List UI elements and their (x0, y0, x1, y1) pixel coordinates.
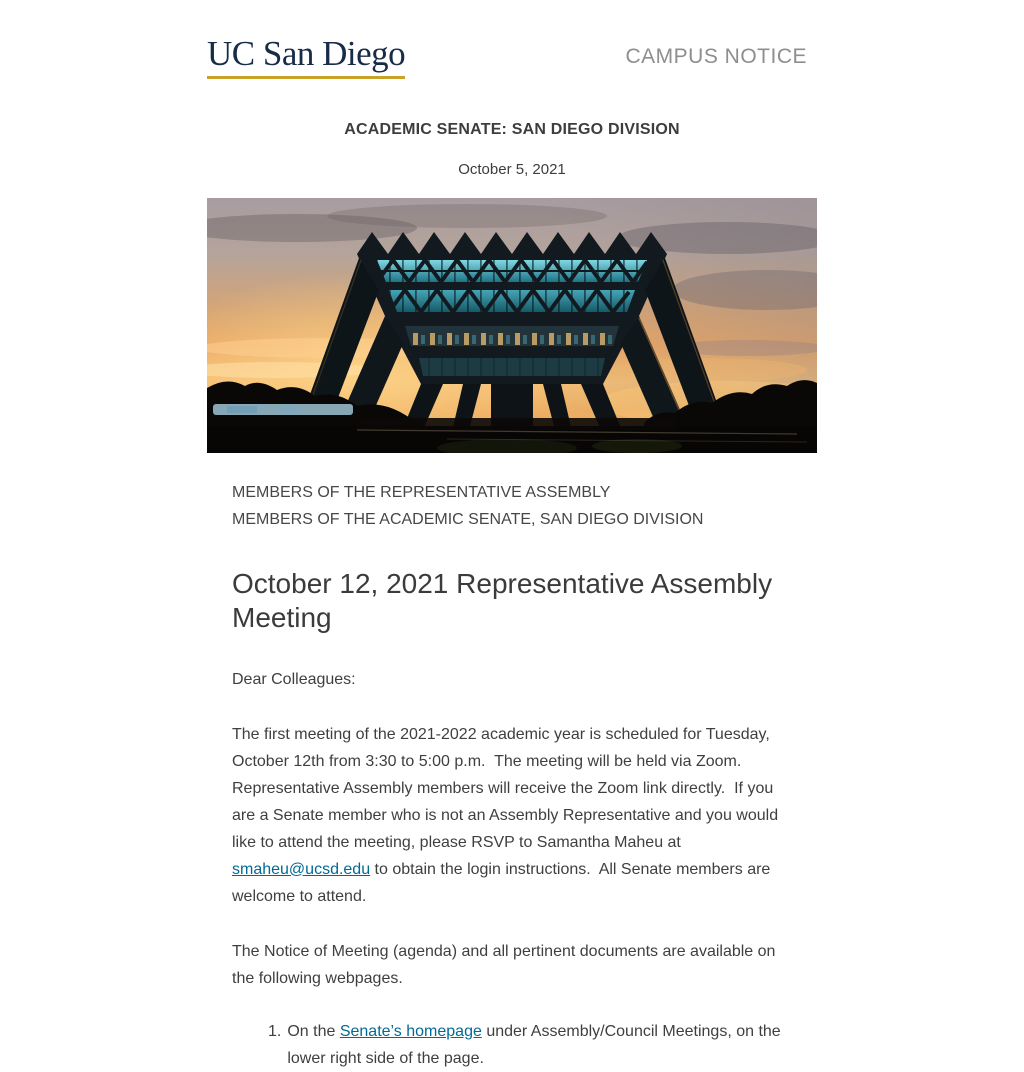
paragraph-text: to obtain the login instructions. All Senate members are welcome to attend. (232, 860, 775, 905)
senate-homepage-link[interactable]: Senate’s homepage (339, 1022, 482, 1040)
article-title: October 12, 2021 Representative Assembly Meeting (232, 567, 773, 633)
ucsd-logo: UC San Diego (207, 36, 405, 79)
recipients-line-1: MEMBERS OF THE REPRESENTATIVE ASSEMBLY (232, 483, 611, 501)
notice-date: October 5, 2021 (458, 160, 566, 178)
division-title: ACADEMIC SENATE: SAN DIEGO DIVISION (344, 120, 680, 138)
geisel-library-photo (207, 198, 817, 453)
email-body (207, 479, 817, 1072)
recipients-line-2: MEMBERS OF THE ACADEMIC SENATE, SAN DIEGO DIVISION (232, 510, 704, 528)
campus-notice-email (207, 0, 817, 1072)
list-item-text: On the Senate’s homepage under Assembly/Council Meetings, on the lower right side of the page. (287, 1022, 786, 1067)
email-link-smaheu[interactable]: smaheu@ucsd.edu (232, 860, 371, 878)
salutation: Dear Colleagues: (232, 670, 356, 688)
paragraph-notice-of-meeting: The Notice of Meeting (agenda) and all pertinent documents are available on the following webpages. (232, 942, 780, 987)
list-item-number: 1. (268, 1022, 282, 1040)
webpages-list (232, 1018, 792, 1072)
paragraph-text: The first meeting of the 2021-2022 academic year is scheduled for Tuesday, October 12th from 3:30 to 5:00 p.m. The meeting will be held via Zoom. Representative Assembly members will receive the Zoom link directly. If you are a Senate member who is not an Assembly Representative and you would like to attend the meeting, please RSVP to Samantha Maheu at (232, 725, 783, 851)
recipients-block (232, 479, 792, 533)
paragraph-meeting-details (232, 721, 792, 910)
list-item (268, 1018, 792, 1072)
email-header (207, 36, 817, 79)
campus-notice-label: CAMPUS NOTICE (625, 45, 807, 69)
